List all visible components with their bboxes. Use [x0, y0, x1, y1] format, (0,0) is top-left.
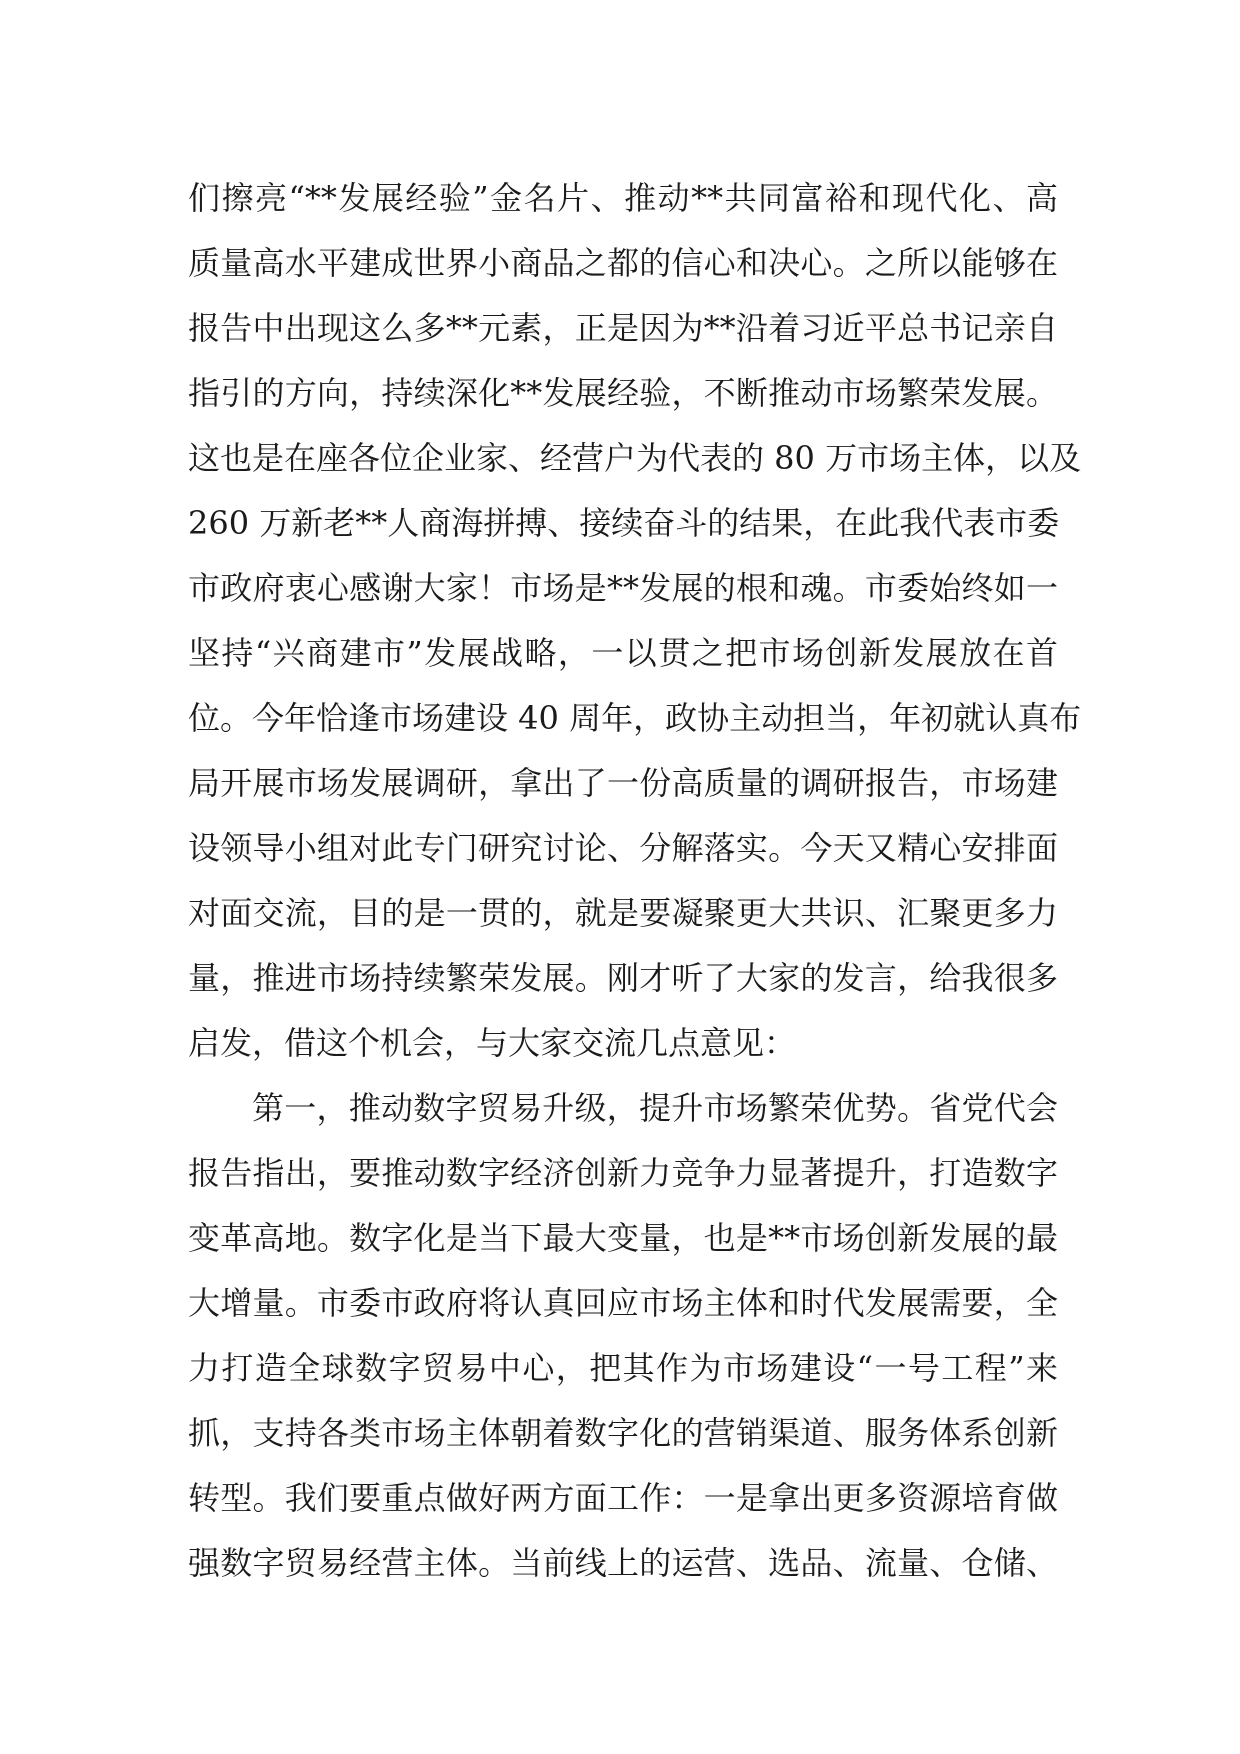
text-line: 抓，支持各类市场主体朝着数字化的营销渠道、服务体系创新 [188, 1414, 1058, 1452]
text-line: 市政府衷心感谢大家！市场是**发展的根和魂。市委始终如一 [188, 569, 1058, 607]
text-line: 报告指出，要推动数字经济创新力竞争力显著提升，打造数字 [188, 1154, 1058, 1192]
text-line: 质量高水平建成世界小商品之都的信心和决心。之所以能够在 [188, 244, 1058, 282]
text-line: 力打造全球数字贸易中心，把其作为市场建设“一号工程”来 [188, 1349, 1058, 1387]
text-line: 启发，借这个机会，与大家交流几点意见： [188, 1024, 797, 1062]
paragraph [188, 1076, 1058, 1596]
text-line: 大增量。市委市政府将认真回应市场主体和时代发展需要，全 [188, 1284, 1058, 1322]
document-body [188, 166, 1082, 1596]
text-line: 第一，推动数字贸易升级，提升市场繁荣优势。省党代会 [252, 1089, 1058, 1127]
text-line: 变革高地。数字化是当下最大变量，也是**市场创新发展的最 [188, 1219, 1058, 1257]
text-line: 量，推进市场持续繁荣发展。刚才听了大家的发言，给我很多 [188, 959, 1058, 997]
text-line: 260 万新老**人商海拼搏、接续奋斗的结果，在此我代表市委 [188, 504, 1060, 542]
text-line: 强数字贸易经营主体。当前线上的运营、选品、流量、仓储、 [188, 1544, 1058, 1582]
text-line: 们擦亮“**发展经验”金名片、推动**共同富裕和现代化、高 [188, 179, 1058, 217]
text-line: 转型。我们要重点做好两方面工作：一是拿出更多资源培育做 [188, 1479, 1058, 1517]
text-line: 位。今年恰逢市场建设 40 周年，政协主动担当，年初就认真布 [188, 699, 1082, 737]
text-line: 设领导小组对此专门研究讨论、分解落实。今天又精心安排面 [188, 829, 1058, 867]
text-line: 坚持“兴商建市”发展战略，一以贯之把市场创新发展放在首 [188, 634, 1058, 672]
text-line: 对面交流，目的是一贯的，就是要凝聚更大共识、汇聚更多力 [188, 894, 1058, 932]
text-line: 这也是在座各位企业家、经营户为代表的 80 万市场主体，以及 [188, 439, 1082, 477]
paragraph [188, 166, 1082, 1076]
text-line: 报告中出现这么多**元素，正是因为**沿着习近平总书记亲自 [188, 309, 1058, 347]
text-line: 局开展市场发展调研，拿出了一份高质量的调研报告，市场建 [188, 764, 1058, 802]
text-line: 指引的方向，持续深化**发展经验，不断推动市场繁荣发展。 [188, 374, 1058, 412]
